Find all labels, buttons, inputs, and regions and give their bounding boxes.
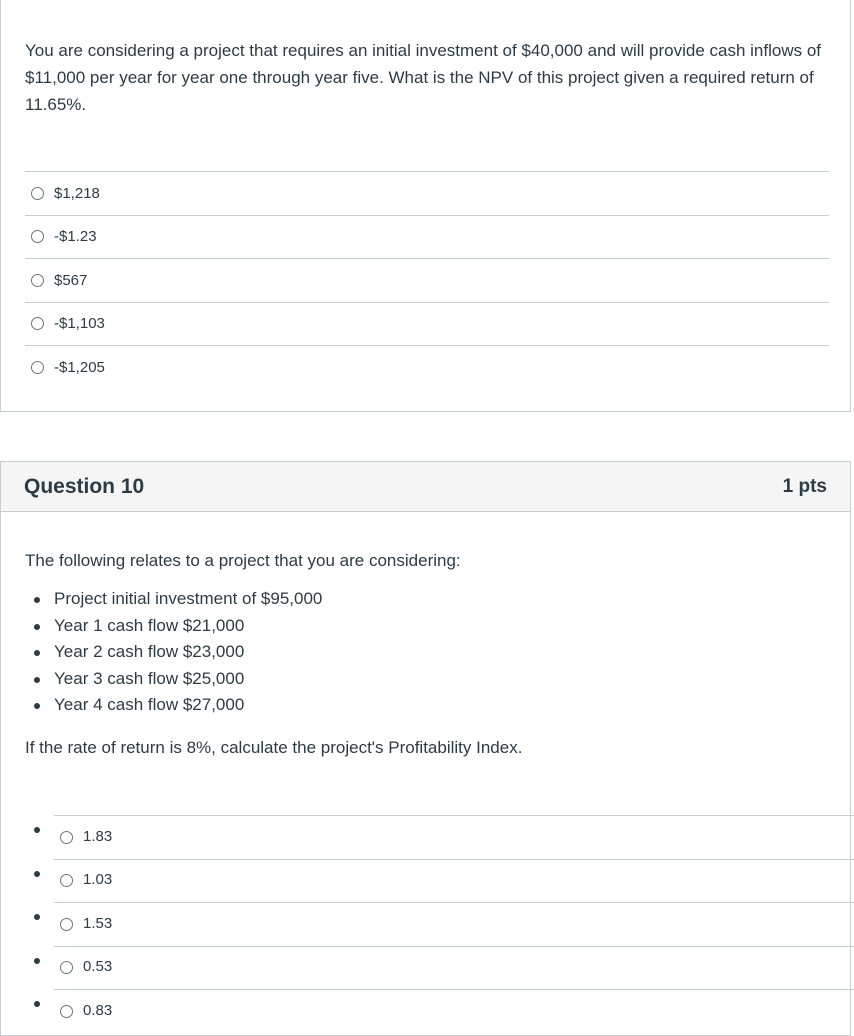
answer-label: $1,218 xyxy=(54,184,100,202)
radio-button[interactable] xyxy=(31,361,44,374)
answer-label: 1.03 xyxy=(83,871,113,889)
radio-button[interactable] xyxy=(31,274,44,287)
answer-option[interactable] xyxy=(25,302,829,346)
answer-option[interactable] xyxy=(54,946,854,990)
answer-label: -$1.23 xyxy=(54,228,97,246)
question-9-answers xyxy=(25,171,829,389)
answer-label: -$1,205 xyxy=(54,358,105,376)
radio-button[interactable] xyxy=(60,831,73,844)
radio-button[interactable] xyxy=(31,317,44,330)
radio-button[interactable] xyxy=(60,961,73,974)
question-10-answers xyxy=(25,815,854,1033)
question-title: Question 10 xyxy=(24,474,145,498)
question-9-card xyxy=(0,0,851,412)
answer-option[interactable] xyxy=(25,215,829,259)
question-10-bullet-list xyxy=(25,586,322,719)
bullet-item: Year 4 cash flow $27,000 xyxy=(54,692,322,719)
question-9-text: You are considering a project that requires an initial investment of $40,000 and will provide cash inflows of $11,000 per year for year one through year five. What is the NPV of this project given a required return of 11.65%. xyxy=(25,41,822,114)
answer-label: 0.53 xyxy=(83,958,113,976)
bullet-item: Project initial investment of $95,000 xyxy=(54,586,322,613)
question-10-intro: The following relates to a project that you are considering: xyxy=(25,551,461,570)
question-points: 1 pts xyxy=(782,475,827,497)
question-10-prompt: If the rate of return is 8%, calculate the project's Profitability Index. xyxy=(25,738,523,757)
radio-button[interactable] xyxy=(31,187,44,200)
bullet-item: Year 1 cash flow $21,000 xyxy=(54,613,322,640)
answer-option[interactable] xyxy=(54,902,854,946)
bullet-item: Year 2 cash flow $23,000 xyxy=(54,639,322,666)
answer-label: -$1,103 xyxy=(54,315,105,333)
answer-option[interactable] xyxy=(25,258,829,302)
answer-option[interactable] xyxy=(54,989,854,1033)
radio-button[interactable] xyxy=(31,230,44,243)
radio-button[interactable] xyxy=(60,1005,73,1018)
answer-label: 1.83 xyxy=(83,827,113,845)
question-10-card xyxy=(0,461,851,1036)
answer-option[interactable] xyxy=(25,345,829,389)
answer-option[interactable] xyxy=(25,171,829,215)
bullet-item: Year 3 cash flow $25,000 xyxy=(54,666,322,693)
answer-label: 0.83 xyxy=(83,1001,113,1019)
answer-option[interactable] xyxy=(54,815,854,859)
question-header xyxy=(1,462,850,512)
answer-label: $567 xyxy=(54,271,88,289)
answer-option[interactable] xyxy=(54,859,854,903)
radio-button[interactable] xyxy=(60,874,73,887)
radio-button[interactable] xyxy=(60,918,73,931)
answer-label: 1.53 xyxy=(83,914,113,932)
